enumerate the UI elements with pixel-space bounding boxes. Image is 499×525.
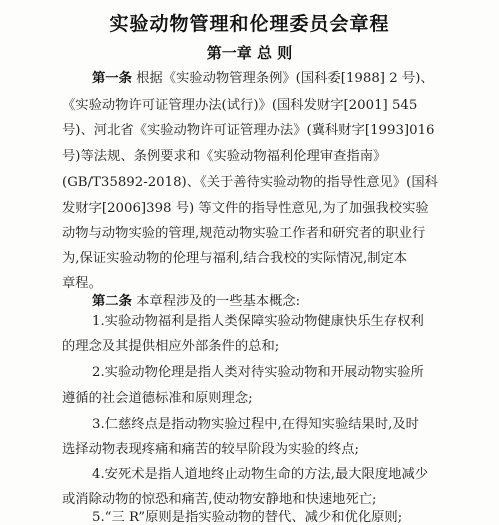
article1-text-line: 号)等法规、条例要求和《实验动物福利伦理审查指南》 [62, 149, 387, 164]
article1-label: 第一条 [92, 71, 132, 86]
article2-item-line: 选择动物表现疼痛和痛苦的较早阶段为实验的终点; [62, 442, 360, 457]
article2-label: 第二条 [92, 294, 132, 309]
article2-item-line: 遵循的社会道德标准和原则理念; [62, 391, 253, 406]
article1-text-line: 《实验动物许可证管理办法(试行)》(国科发财字[2001] 545 [62, 98, 418, 113]
article2-item-line: 1.实验动物福利是指人类保障实验动物健康快乐生存权利 [92, 314, 424, 329]
article2-item-line: 4.安死术是指人道地终止动物生命的方法,最大限度地减少 [92, 467, 429, 482]
article2-item-line: 的理念及其提供相应外部条件的总和; [62, 339, 280, 354]
article1-first-line [92, 70, 434, 88]
article2-item-line: 5.“三 R”原则是指实验动物的替代、减少和优化原则; [92, 510, 403, 525]
article1-text-line: 章程。 [62, 276, 102, 291]
article2-intro: 本章程涉及的一些基本概念: [136, 294, 301, 309]
article2-item-line: 2.实验动物伦理是指人类对待实验动物和开展动物实验所 [92, 365, 424, 380]
chapter-heading: 第一章 总 则 [206, 44, 293, 62]
article1-text-line: 根据《实验动物管理条例》(国科委[1988] 2 号)、 [136, 71, 434, 86]
article1-text-line: 发财字[2006]398 号) 等文件的指导性意见,为了加强我校实验 [62, 201, 429, 216]
article1-text-line: 为,保证实验动物的伦理与福利,结合我校的实际情况,制定本 [62, 251, 408, 266]
article2-item-line: 或消除动物的惊恐和痛苦,使动物安静地和快速地死亡; [62, 492, 377, 507]
document-title: 实验动物管理和伦理委员会章程 [109, 13, 390, 35]
article1-text-line: 动物与动物实验的管理,规范动物实验工作者和研究者的职业行 [62, 226, 426, 241]
article1-text-line: (GB/T35892-2018)、《关于善待实验动物的指导性意见》(国科 [62, 175, 438, 190]
article1-text-line: 号)、河北省《实验动物许可证管理办法》(冀科财字[1993]016 [62, 123, 435, 138]
article2-item-line: 3.仁慈终点是指动物实验过程中,在得知实验结果时,及时 [92, 417, 419, 432]
article2-first-line [92, 293, 300, 311]
